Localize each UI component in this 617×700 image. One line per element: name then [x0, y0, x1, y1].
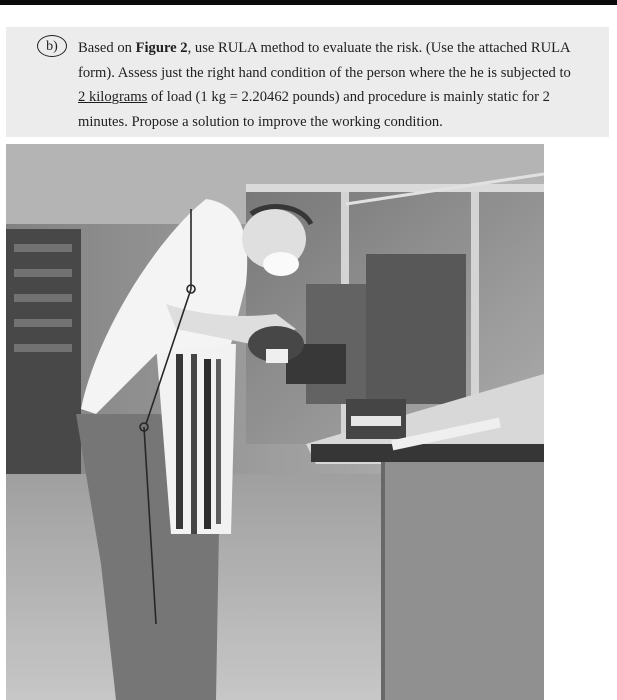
- question-line-2: form). Assess just the right hand condition of the person where the he is subjected to: [78, 64, 571, 81]
- figure-reference: Figure 2: [135, 40, 188, 56]
- figure-photo-worker: [6, 144, 544, 700]
- question-line-1: Based on Figure 2, use RULA method to evaluate the risk. (Use the attached RULA: [78, 40, 571, 56]
- load-amount: 2 kilograms: [78, 89, 148, 105]
- top-border-rule: [0, 0, 617, 5]
- question-line-3: 2 kilograms of load (1 kg = 2.20462 pounds) and procedure is mainly static for 2: [78, 89, 550, 105]
- question-text: [78, 36, 588, 134]
- question-line-4: minutes. Propose a solution to improve the working condition.: [78, 113, 443, 130]
- question-marker: b): [37, 35, 67, 57]
